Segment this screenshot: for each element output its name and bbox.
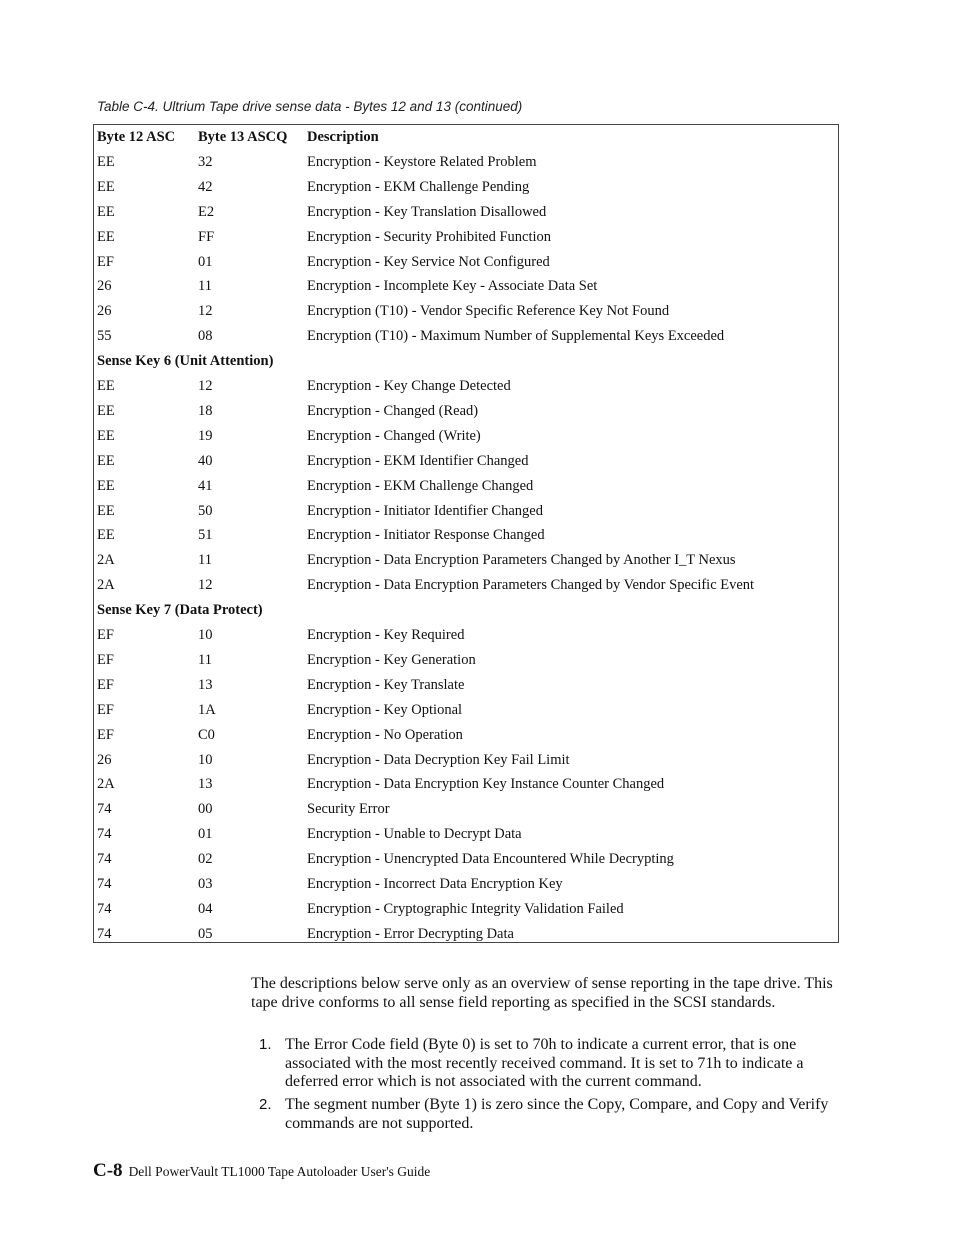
cell-asc: EE — [97, 477, 115, 494]
table-row — [94, 424, 838, 449]
cell-asc: 55 — [97, 328, 112, 345]
cell-asc: 26 — [97, 303, 112, 320]
table-header-row — [94, 125, 838, 150]
cell-ascq: 01 — [198, 253, 213, 270]
table-row — [94, 723, 838, 748]
cell-asc: 74 — [97, 826, 112, 843]
cell-asc: EE — [97, 178, 115, 195]
cell-description: Encryption - Initiator Response Changed — [307, 527, 545, 544]
cell-ascq: 10 — [198, 627, 213, 643]
cell-description: Encryption - Key Translate — [307, 676, 465, 693]
table-section-row — [94, 598, 838, 623]
table-row — [94, 150, 838, 175]
table-row — [94, 399, 838, 424]
cell-asc: 2A — [97, 552, 115, 569]
cell-ascq: 13 — [198, 776, 213, 793]
cell-ascq: 40 — [198, 452, 213, 469]
cell-asc: EE — [97, 203, 115, 220]
cell-ascq: 41 — [198, 477, 213, 494]
table-row — [94, 573, 838, 598]
cell-ascq: 03 — [198, 876, 213, 892]
cell-description: Encryption - Key Translation Disallowed — [307, 203, 547, 220]
table-section-row — [94, 349, 838, 374]
section-label: Sense Key 7 (Data Protect) — [97, 602, 263, 619]
table-row — [94, 922, 838, 947]
list-number: 1. — [259, 1036, 272, 1053]
cell-asc: EE — [97, 502, 115, 519]
cell-ascq: 02 — [198, 851, 213, 868]
page-footer — [93, 1160, 430, 1182]
cell-ascq: 13 — [198, 676, 213, 693]
cell-ascq: 11 — [198, 552, 212, 569]
table-row — [94, 897, 838, 922]
cell-asc: EE — [97, 427, 115, 444]
table-caption: Table C-4. Ultrium Tape drive sense data - Bytes 12 and 13 (continued) — [97, 99, 523, 114]
cell-description: Encryption - Initiator Identifier Changed — [307, 502, 543, 519]
cell-ascq: 12 — [198, 378, 213, 394]
section-label: Sense Key 6 (Unit Attention) — [97, 353, 274, 370]
cell-asc: EE — [97, 153, 115, 170]
table-row — [94, 225, 838, 250]
cell-description: Encryption - Key Service Not Configured — [307, 253, 550, 270]
cell-asc: 74 — [97, 876, 112, 892]
cell-description: Encryption - Incorrect Data Encryption Key — [307, 876, 563, 892]
cell-ascq: 32 — [198, 153, 213, 170]
table-row — [94, 274, 838, 299]
cell-asc: 2A — [97, 776, 115, 793]
cell-ascq: 05 — [198, 925, 213, 942]
cell-description: Encryption - Data Encryption Key Instance Counter Changed — [307, 776, 665, 793]
cell-description: Encryption (T10) - Maximum Number of Supplemental Keys Exceeded — [307, 328, 725, 345]
cell-ascq: 10 — [198, 751, 213, 768]
cell-description: Encryption - Key Required — [307, 627, 465, 643]
table-row — [94, 872, 838, 897]
cell-asc: 74 — [97, 925, 112, 942]
cell-asc: EE — [97, 228, 115, 245]
cell-ascq: 11 — [198, 278, 212, 295]
cell-ascq: 18 — [198, 402, 213, 419]
cell-description: Encryption - No Operation — [307, 726, 463, 743]
cell-ascq: 1A — [198, 701, 216, 718]
header-description: Description — [307, 129, 379, 145]
table-row — [94, 548, 838, 573]
page-number: C-8 — [93, 1160, 123, 1181]
list-number: 2. — [259, 1096, 272, 1113]
cell-asc: EE — [97, 452, 115, 469]
table-row — [94, 200, 838, 225]
list-text: The Error Code field (Byte 0) is set to 70h to indicate a current error, that is one associated with the most recently received command. It is set to 71h to indicate a deferred error which is not associated with the current command. — [285, 1036, 804, 1090]
cell-asc: 26 — [97, 278, 112, 295]
table-row — [94, 797, 838, 822]
cell-description: Encryption (T10) - Vendor Specific Reference Key Not Found — [307, 303, 670, 320]
cell-asc: EF — [97, 676, 114, 693]
cell-asc: 2A — [97, 577, 115, 594]
table-row — [94, 772, 838, 797]
cell-description: Encryption - Incomplete Key - Associate Data Set — [307, 278, 598, 295]
table-row — [94, 648, 838, 673]
cell-ascq: 12 — [198, 303, 213, 320]
cell-description: Encryption - Unencrypted Data Encountered While Decrypting — [307, 851, 674, 868]
cell-ascq: 08 — [198, 328, 213, 345]
cell-ascq: 04 — [198, 900, 213, 917]
sense-data-table — [93, 124, 839, 943]
cell-description: Security Error — [307, 801, 390, 818]
cell-asc: EE — [97, 402, 115, 419]
guide-title: Dell PowerVault TL1000 Tape Autoloader User's Guide — [128, 1164, 431, 1179]
cell-ascq: FF — [198, 228, 215, 245]
cell-asc: EF — [97, 651, 114, 668]
table-row — [94, 623, 838, 648]
cell-asc: 74 — [97, 851, 112, 868]
cell-description: Encryption - Data Decryption Key Fail Limit — [307, 751, 570, 768]
table-row — [94, 474, 838, 499]
cell-description: Encryption - EKM Challenge Pending — [307, 178, 530, 195]
cell-description: Encryption - Key Generation — [307, 651, 476, 668]
cell-description: Encryption - Unable to Decrypt Data — [307, 826, 522, 843]
table-row — [94, 250, 838, 275]
header-byte13-ascq: Byte 13 ASCQ — [198, 129, 288, 145]
cell-description: Encryption - Key Change Detected — [307, 378, 511, 394]
table-row — [94, 499, 838, 524]
header-byte12-asc: Byte 12 ASC — [97, 129, 176, 145]
cell-description: Encryption - EKM Challenge Changed — [307, 477, 534, 494]
table-row — [94, 449, 838, 474]
cell-ascq: 00 — [198, 801, 213, 818]
cell-asc: EF — [97, 726, 114, 743]
cell-description: Encryption - Security Prohibited Function — [307, 228, 552, 245]
table-row — [94, 175, 838, 200]
cell-asc: EE — [97, 378, 115, 394]
table-row — [94, 748, 838, 773]
cell-asc: EF — [97, 253, 114, 270]
cell-description: Encryption - Cryptographic Integrity Validation Failed — [307, 900, 624, 917]
cell-description: Encryption - Data Encryption Parameters Changed by Another I_T Nexus — [307, 552, 736, 569]
cell-ascq: 50 — [198, 502, 213, 519]
table-row — [94, 324, 838, 349]
cell-description: Encryption - Data Encryption Parameters Changed by Vendor Specific Event — [307, 577, 755, 594]
table-row — [94, 523, 838, 548]
cell-ascq: C0 — [198, 726, 215, 743]
cell-description: Encryption - Key Optional — [307, 701, 463, 718]
table-row — [94, 374, 838, 399]
cell-asc: 74 — [97, 801, 112, 818]
cell-ascq: 42 — [198, 178, 213, 195]
cell-description: Encryption - Keystore Related Problem — [307, 153, 537, 170]
list-text: The segment number (Byte 1) is zero since the Copy, Compare, and Copy and Verify commands are not supported. — [285, 1096, 829, 1132]
cell-asc: EE — [97, 527, 115, 544]
cell-description: Encryption - Error Decrypting Data — [307, 925, 514, 942]
cell-ascq: 11 — [198, 651, 212, 668]
cell-ascq: 51 — [198, 527, 213, 544]
cell-ascq: 12 — [198, 577, 213, 594]
table-row — [94, 673, 838, 698]
table-row — [94, 847, 838, 872]
cell-ascq: 19 — [198, 427, 213, 444]
table-row — [94, 822, 838, 847]
cell-description: Encryption - Changed (Write) — [307, 427, 481, 444]
intro-paragraph: The descriptions below serve only as an overview of sense reporting in the tape drive. This tape drive conforms to all sense field reporting as specified in the SCSI standards. — [251, 975, 833, 1011]
cell-asc: EF — [97, 701, 114, 718]
table-row — [94, 698, 838, 723]
cell-ascq: 01 — [198, 826, 213, 843]
cell-asc: 26 — [97, 751, 112, 768]
cell-ascq: E2 — [198, 203, 215, 220]
cell-asc: 74 — [97, 900, 112, 917]
table-row — [94, 299, 838, 324]
cell-description: Encryption - Changed (Read) — [307, 402, 479, 419]
cell-asc: EF — [97, 627, 114, 643]
cell-description: Encryption - EKM Identifier Changed — [307, 452, 529, 469]
